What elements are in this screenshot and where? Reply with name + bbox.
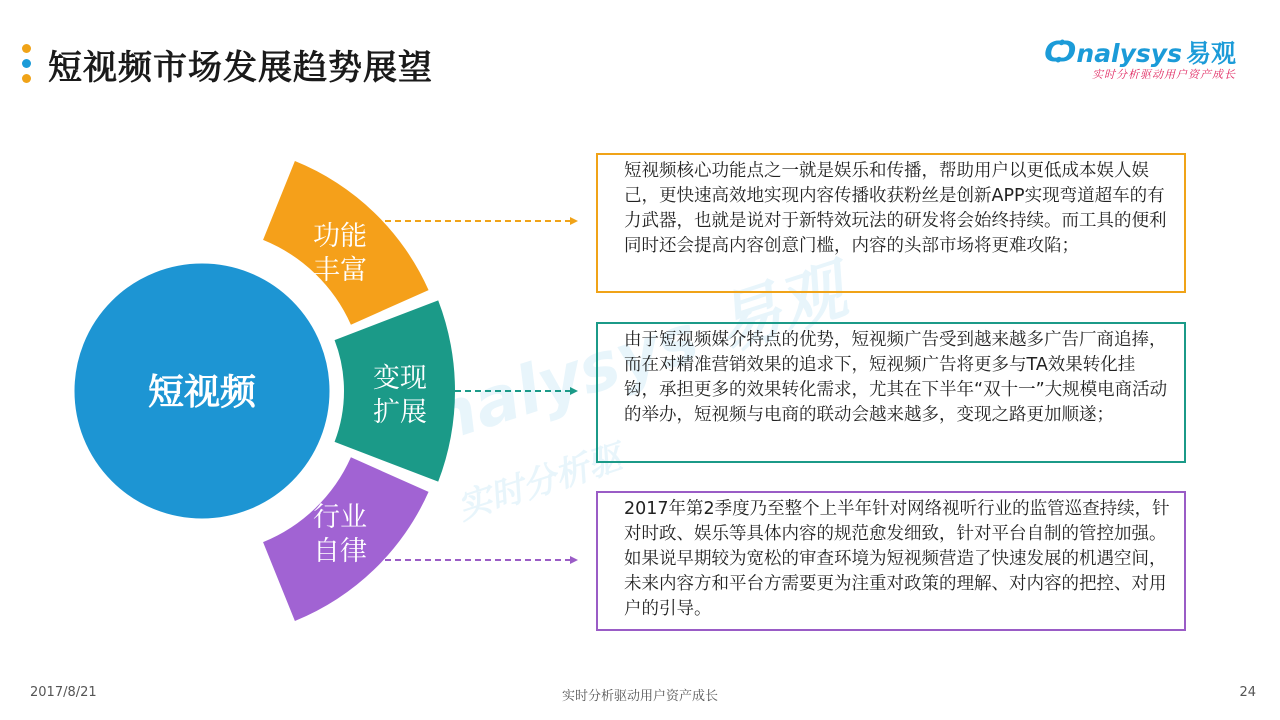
- segment-label-line2: 丰富: [313, 255, 367, 286]
- page-title: 短视频市场发展趋势展望: [48, 48, 433, 88]
- logo-wordmark: Ѻnalysys 易观: [1044, 35, 1236, 70]
- connector-arrow-monetization: [455, 387, 578, 395]
- connector-arrow-function: [385, 217, 578, 225]
- description-text: 2017年第2季度乃至整个上半年针对网络视听行业的监管巡查持续，针对时政、娱乐等具体内容的规范愈发细致，针对平台自制的管控加强。如果说早期较为宽松的审查环境为短视频营造了快速发展的机遇空间，未来内容方和平台方需要更为注重对政策的理解、对内容的把控、对用户的引导。: [624, 499, 1170, 619]
- description-box-function: [596, 153, 1186, 293]
- segment-label-line1: 功能: [313, 221, 367, 252]
- description-box-self-regulation: [596, 491, 1186, 631]
- logo-tagline: 实时分析驱动用户资产成长: [1092, 68, 1236, 81]
- center-label: 短视频: [147, 372, 257, 413]
- connector-arrow-self-regulation: [385, 556, 578, 564]
- description-box-monetization: [596, 322, 1186, 463]
- segment-label-line2: 自律: [313, 536, 367, 567]
- page-number: 24: [1239, 685, 1256, 700]
- segment-label-line2: 扩展: [373, 397, 427, 428]
- segment-label-line1: 行业: [313, 502, 367, 533]
- background-watermark: nalysys 易观 实时分析驱: [418, 251, 855, 529]
- footer-date: 2017/8/21: [30, 685, 97, 700]
- description-text: 由于短视频媒介特点的优势，短视频广告受到越来越多广告厂商追捧，而在对精准营销效果的追求下，短视频广告将更多与TA效果转化挂钩，承担更多的效果转化需求，尤其在下半年“双十一”大规模电商活动的举办，短视频与电商的联动会越来越多，变现之路更加顺遂；: [624, 330, 1168, 425]
- footer-tagline: 实时分析驱动用户资产成长: [561, 689, 718, 704]
- segment-label-line1: 变现: [373, 363, 427, 394]
- description-text: 短视频核心功能点之一就是娱乐和传播，帮助用户以更低成本娱人娱己，更快速高效地实现内容传播收获粉丝是创新APP实现弯道超车的有力武器，也就是说对于新特效玩法的研发将会始终持续。而工具的便利同时还会提高内容创意门槛，内容的头部市场将更难攻陷；: [624, 161, 1167, 256]
